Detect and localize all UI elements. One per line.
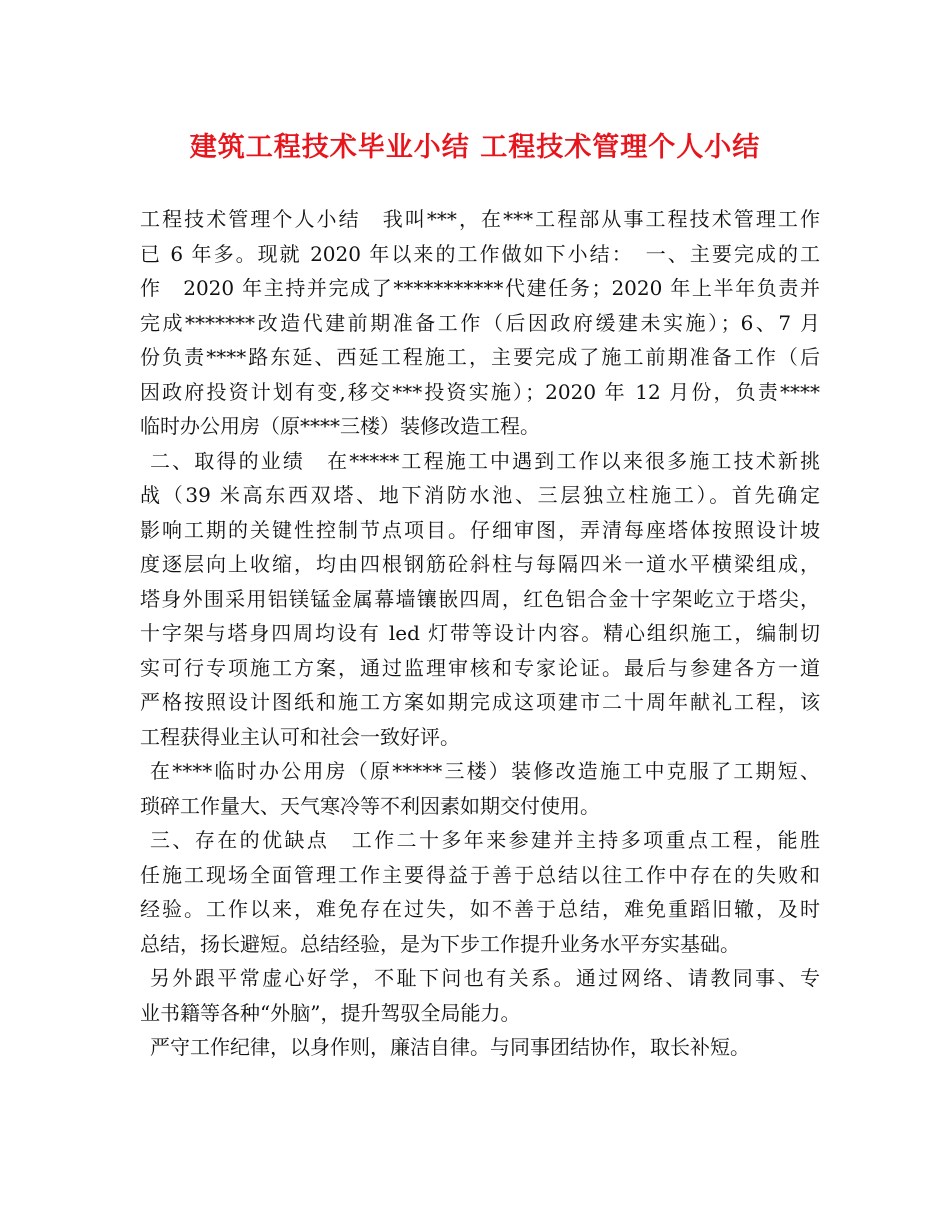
body-line: 已 6 年多。现就 2020 年以来的工作做如下小结： 一、主要完成的工 (140, 241, 820, 266)
body-line: 工程获得业主认可和社会一致好评。 (140, 724, 460, 749)
body-line: 严守工作纪律，以身作则，廉洁自律。与同事团结协作，取长补短。 (150, 1035, 750, 1059)
body-line: 在****临时办公用房（原*****三楼）装修改造施工中克服了工期短、 (150, 759, 820, 783)
body-line: 工程技术管理个人小结 我叫***，在***工程部从事工程技术管理工作 (140, 207, 820, 231)
body-line: 总结，扬长避短。总结经验，是为下步工作提升业务水平夯实基础。 (140, 931, 740, 956)
body-line: 任施工现场全面管理工作主要得益于善于总结以往工作中存在的失败和 (140, 862, 820, 887)
document-body (140, 202, 820, 1065)
body-line: 临时办公用房（原****三楼）装修改造工程。 (140, 414, 540, 438)
body-line: 琐碎工作量大、天气寒冷等不利因素如期交付使用。 (140, 793, 600, 818)
body-line: 份负责****路东延、西延工程施工，主要完成了施工前期准备工作（后 (140, 345, 820, 369)
body-line: 塔身外围采用铝镁锰金属幕墙镶嵌四周，红色铝合金十字架屹立于塔尖， (140, 586, 820, 611)
body-line: 影响工期的关键性控制节点项目。仔细审图，弄清每座塔体按照设计坡 (140, 517, 820, 542)
body-line: 完成*******改造代建前期准备工作（后因政府缓建未实施）；6、7 月 (140, 310, 820, 335)
body-line: 实可行专项施工方案，通过监理审核和专家论证。最后与参建各方一道 (140, 655, 820, 680)
body-line: 业书籍等各种“外脑”，提升驾驭全局能力。 (140, 1000, 521, 1025)
body-line: 度逐层向上收缩，均由四根钢筋砼斜柱与每隔四米一道水平横梁组成， (140, 552, 820, 576)
body-line: 严格按照设计图纸和施工方案如期完成这项建市二十周年献礼工程，该 (140, 690, 820, 714)
body-line: 经验。工作以来，难免存在过失，如不善于总结，难免重蹈旧辙，及时 (140, 897, 820, 921)
body-line: 因政府投资计划有变,移交***投资实施）；2020 年 12 月份，负责**** (140, 379, 820, 404)
document-title: 建筑工程技术毕业小结 工程技术管理个人小结 (189, 132, 761, 163)
body-line: 作 2020 年主持并完成了***********代建任务；2020 年上半年负责并 (140, 276, 820, 300)
body-line: 十字架与塔身四周均设有 led 灯带等设计内容。精心组织施工，编制切 (140, 621, 820, 645)
body-line: 三、存在的优缺点 工作二十多年来参建并主持多项重点工程，能胜 (150, 828, 820, 852)
body-line: 另外跟平常虚心好学，不耻下问也有关系。通过网络、请教同事、专 (150, 966, 820, 990)
body-line: 二、取得的业绩 在*****工程施工中遇到工作以来很多施工技术新挑 (150, 448, 820, 473)
body-line: 战（39 米高东西双塔、地下消防水池、三层独立柱施工）。首先确定 (140, 483, 820, 507)
